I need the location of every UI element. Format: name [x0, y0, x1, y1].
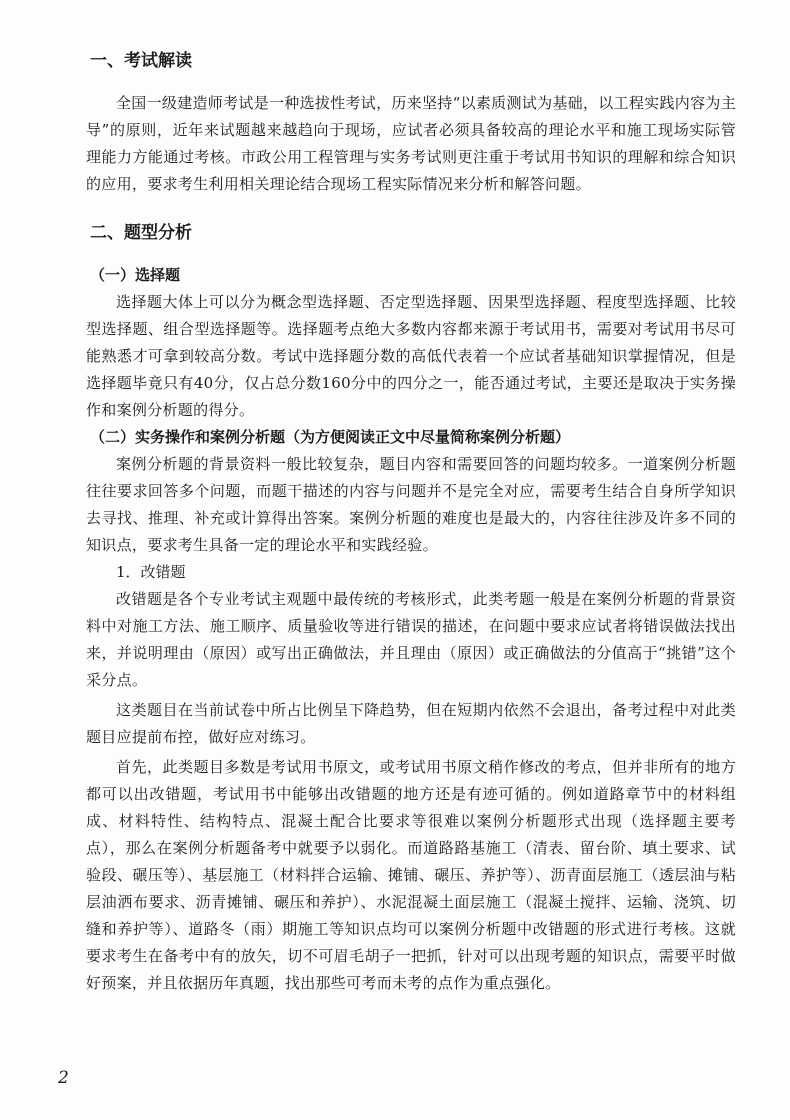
item-heading-error-correction: 1．改错题 [116, 563, 186, 581]
paragraph-error-correction-3: 首先，此类题目多数是考试用书原文，或考试用书原文稍作修改的考点，但并非所有的地方都可以出改错题，考试用书中能够出改错题的地方还是有迹可循的。例如道路章节中的材料组成、材料特性、结构特点、混凝土配合比要求等很难以案例分析题形式出现（选择题主要考点），那么在案例分析题备考中就要予以弱化。而道路路基施工（清表、留台阶、填土要求、试验段、碾压等）、基层施工（材料拌合运输、摊铺、碾压、养护等）、沥青面层施工（透层油与粘层油洒布要求、沥青摊铺、碾压和养护）、水泥混凝土面层施工（混凝土搅拌、运输、浇筑、切缝和养护等）、道路冬（雨）期施工等知识点均可以案例分析题中改错题的形式进行考核。这就要求考生在备考中有的放矢，切不可眉毛胡子一把抓，针对可以出现考题的知识点，需要平时做好预案，并且依据历年真题，找出那些可考而未考的点作为重点强化。 [86, 758, 736, 992]
page-content [86, 48, 736, 997]
section-heading-question-types: 二、题型分析 [90, 223, 192, 243]
paragraph-multiple-choice: 选择题大体上可以分为概念型选择题、否定型选择题、因果型选择题、程度型选择题、比较型选择题、组合型选择题等。选择题考点绝大多数内容都来源于考试用书，需要对考试用书尽可能熟悉才可拿到较高分数。考试中选择题分数的高低代表着一个应试者基础知识掌握情况，但是选择题毕竟只有40分，仅占总分数160分中的四分之一，能否通过考试，主要还是取决于实务操作和案例分析题的得分。 [86, 293, 736, 419]
subheading-multiple-choice: （一）选择题 [90, 266, 181, 284]
section-heading-exam-interpretation: 一、考试解读 [90, 51, 192, 71]
paragraph-case-analysis: 案例分析题的背景资料一般比较复杂，题目内容和需要回答的问题均较多。一道案例分析题往往要求回答多个问题，而题干描述的内容与问题并不是完全对应，需要考生结合自身所学知识去寻找、推理、补充或计算得出答案。案例分析题的难度也是最大的，内容往往涉及许多不同的知识点，要求考生具备一定的理论水平和实践经验。 [86, 455, 736, 554]
subheading-case-analysis: （二）实务操作和案例分析题（为方便阅读正文中尽量简称案例分析题） [90, 428, 571, 446]
paragraph-error-correction-1: 改错题是各个专业考试主观题中最传统的考核形式，此类考题一般是在案例分析题的背景资料中对施工方法、施工顺序、质量验收等进行错误的描述，在问题中要求应试者将错误做法找出来，并说明理由（原因）或写出正确做法，并且理由（原因）或正确做法的分值高于“挑错”这个采分点。 [86, 590, 736, 689]
page-number: 2 [58, 1068, 69, 1088]
paragraph-error-correction-2: 这类题目在当前试卷中所占比例呈下降趋势，但在短期内依然不会退出，备考过程中对此类题目应提前布控，做好应对练习。 [86, 701, 736, 746]
paragraph-exam-interpretation: 全国一级建造师考试是一种选拔性考试，历来坚持“以素质测试为基础，以工程实践内容为主导”的原则，近年来试题越来越趋向于现场，应试者必须具备较高的理论水平和施工现场实际管理能力方能通过考核。市政公用工程管理与实务考试则更注重于考试用书知识的理解和综合知识的应用，要求考生利用相关理论结合现场工程实际情况来分析和解答问题。 [86, 94, 736, 193]
